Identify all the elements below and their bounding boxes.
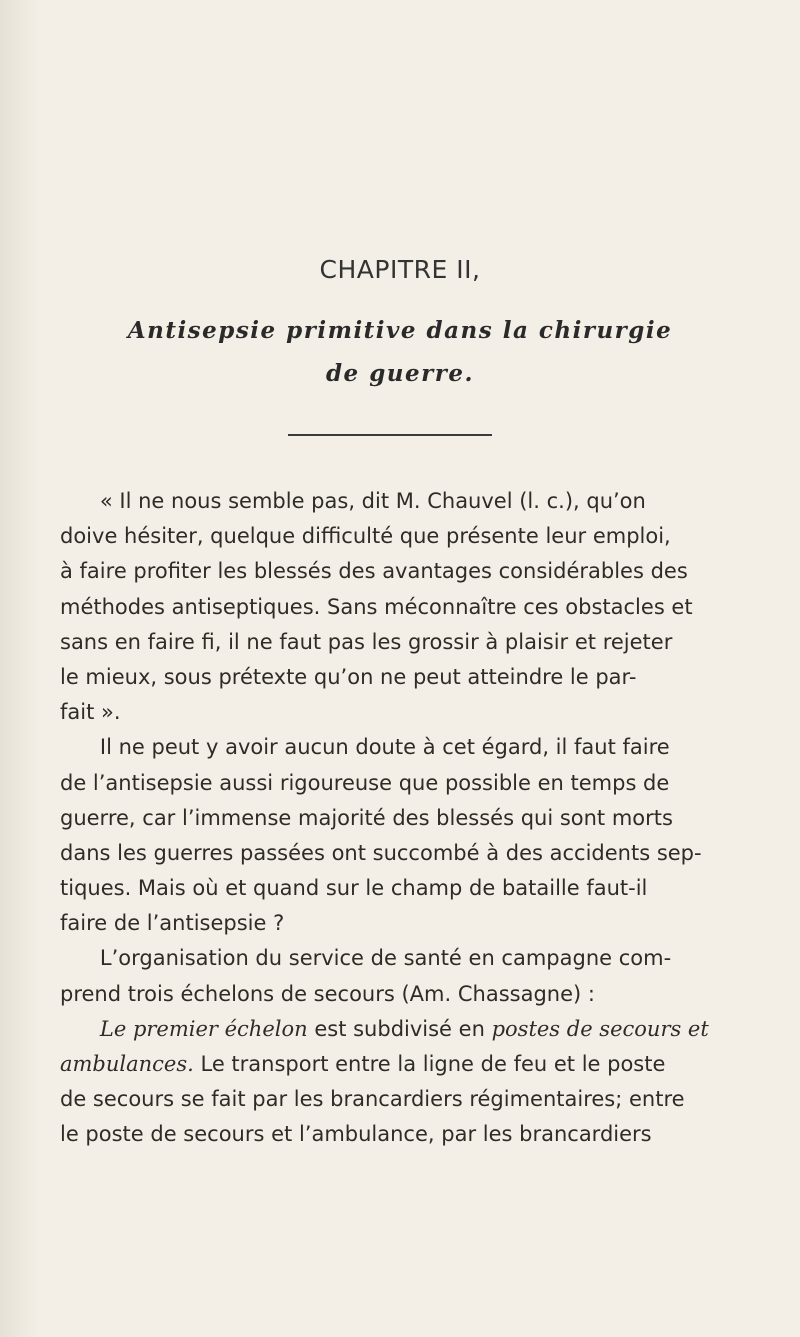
title-divider <box>288 434 492 436</box>
text-line <box>60 660 750 695</box>
text-span: « Il ne nous semble pas, dit M. Chauvel (l. c.), qu’on <box>99 489 646 513</box>
text-line <box>60 871 750 906</box>
text-line <box>60 625 750 660</box>
text-span: tiques. Mais où et quand sur le champ de bataille faut-il <box>60 876 648 901</box>
text-line <box>60 554 750 589</box>
text-line <box>60 519 750 554</box>
text-line <box>60 801 750 836</box>
text-line <box>60 730 750 765</box>
text-line <box>60 1117 750 1152</box>
chapter-heading: CHAPITRE II, <box>319 255 481 284</box>
text-line <box>60 1082 750 1117</box>
text-line <box>60 977 750 1012</box>
text-span: de secours se fait par les brancardiers régimentaires; entre <box>60 1087 685 1112</box>
text-line <box>60 1012 750 1047</box>
text-span: sans en faire fi, il ne faut pas les grossir à plaisir et rejeter <box>60 629 673 654</box>
italic-term: Le premier échelon <box>99 1016 308 1041</box>
chapter-title-line-1: Antisepsie primitive dans la chirurgie <box>127 317 673 344</box>
italic-term: postes de secours et <box>491 1016 709 1041</box>
text-line <box>60 766 750 801</box>
text-line <box>60 1047 750 1082</box>
italic-term: ambulances. <box>60 1052 194 1076</box>
text-span: à faire profiter les blessés des avantages considérables des <box>60 559 688 584</box>
text-span: prend trois échelons de secours (Am. Chassagne) : <box>60 981 595 1006</box>
text-span: faire de l’antisepsie ? <box>60 911 285 936</box>
chapter-title-line-2: de guerre. <box>325 360 475 387</box>
text-span: le poste de secours et l’ambulance, par les brancardiers <box>60 1122 652 1147</box>
text-span: est subdivisé en <box>314 1016 485 1041</box>
text-line <box>60 695 750 730</box>
text-line <box>60 590 750 625</box>
text-span: Le transport entre la ligne de feu et le poste <box>200 1052 666 1076</box>
text-span: doive hésiter, quelque difficulté que présente leur emploi, <box>60 524 671 549</box>
text-span: dans les guerres passées ont succombé à des accidents sep- <box>60 840 702 865</box>
text-span: Il ne peut y avoir aucun doute à cet égard, il faut faire <box>99 735 670 760</box>
text-span: guerre, car l’immense majorité des blessés qui sont morts <box>60 805 673 830</box>
page-edge-shadow <box>0 0 40 1337</box>
text-span: méthodes antiseptiques. Sans méconnaître ces obstacles et <box>60 594 693 619</box>
text-span: L’organisation du service de santé en campagne com- <box>99 946 672 971</box>
text-span: de l’antisepsie aussi rigoureuse que possible en temps de <box>60 770 670 795</box>
text-line <box>60 836 750 871</box>
body-text <box>60 484 750 1153</box>
text-line <box>60 484 750 519</box>
text-span: fait ». <box>60 700 121 725</box>
text-span: le mieux, sous prétexte qu’on ne peut atteindre le par- <box>60 664 637 689</box>
text-line <box>60 941 750 976</box>
text-line <box>60 906 750 941</box>
